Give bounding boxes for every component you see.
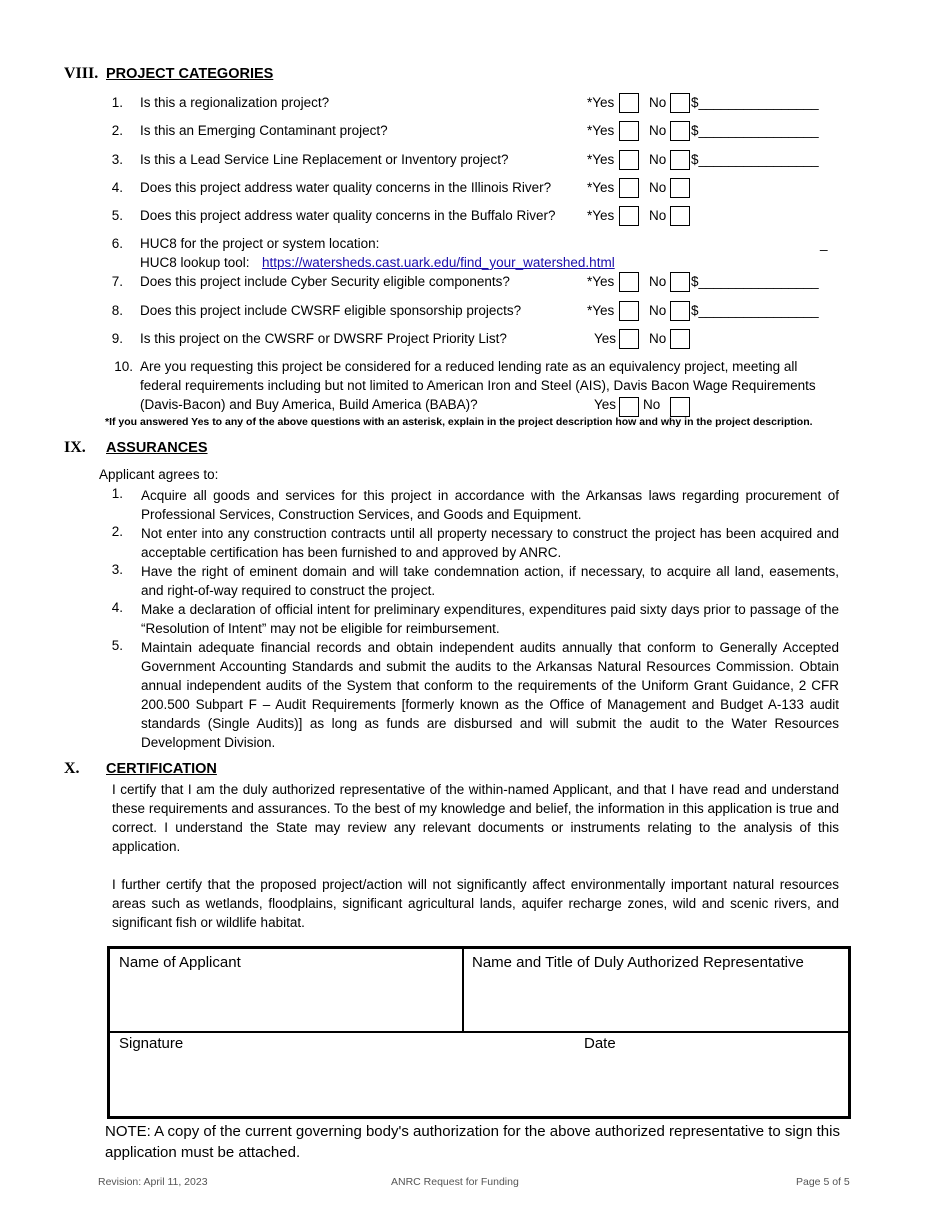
assurances-intro: Applicant agrees to: [99, 467, 219, 482]
signature-field[interactable] [114, 1057, 574, 1115]
no-checkbox[interactable] [670, 150, 690, 170]
question-text: Is this project on the CWSRF or DWSRF Project Priority List? [140, 331, 507, 346]
section-9-title: ASSURANCES [106, 440, 208, 456]
amount-field[interactable]: $________________ [691, 274, 819, 289]
question-number: 9. [111, 331, 123, 346]
question-number: 1. [111, 95, 123, 110]
yes-checkbox[interactable] [619, 329, 639, 349]
date-label: Date [584, 1035, 616, 1052]
yes-checkbox[interactable] [619, 178, 639, 198]
no-checkbox[interactable] [670, 397, 690, 417]
no-label: No [649, 208, 667, 223]
applicant-name-field[interactable] [114, 977, 458, 1027]
no-checkbox[interactable] [670, 93, 690, 113]
question-number: 5. [111, 208, 123, 223]
no-checkbox[interactable] [670, 178, 690, 198]
certification-paragraph-2: I further certify that the proposed project/action will not significantly affect environmentally important natural resources areas such as wetlands, floodplains, significant agricultural lands, aquifer recharge zones, wild and scenic rivers, and significant fish or wildlife habitat. [112, 877, 839, 930]
question-text: Does this project address water quality concerns in the Buffalo River? [140, 208, 556, 223]
no-label: No [649, 274, 667, 289]
yes-label: Yes [594, 331, 617, 346]
no-label: No [649, 95, 667, 110]
question-number: 6. [111, 236, 123, 251]
section-8-title: PROJECT CATEGORIES [106, 66, 274, 82]
question-number: 8. [111, 303, 123, 318]
footer-page-number: Page 5 of 5 [796, 1176, 850, 1188]
representative-label: Name and Title of Duly Authorized Representative [472, 954, 804, 971]
question-number: 10. [114, 359, 133, 374]
no-checkbox[interactable] [670, 272, 690, 292]
question-text: Is this a Lead Service Line Replacement or Inventory project? [140, 152, 509, 167]
certification-paragraph-1: I certify that I am the duly authorized representative of the within-named Applicant, and that I have read and understand these requirements and assurances. To the best of my knowledge and belief, the information in this application is true and correct. I understand the State may review any relevant documents or instruments relating to the analysis of this application. [112, 782, 839, 854]
amount-field[interactable]: $________________ [691, 152, 819, 167]
table-horizontal-divider [110, 1031, 848, 1033]
no-label: No [649, 331, 667, 346]
question-number: 4. [111, 180, 123, 195]
yes-checkbox[interactable] [619, 150, 639, 170]
amount-field[interactable]: $________________ [691, 123, 819, 138]
amount-field[interactable]: $________________ [691, 95, 819, 110]
yes-checkbox[interactable] [619, 93, 639, 113]
question-text: Is this an Emerging Contaminant project? [140, 123, 388, 138]
yes-label: *Yes [587, 208, 615, 223]
yes-checkbox[interactable] [619, 397, 639, 417]
authorization-note: NOTE: A copy of the current governing body's authorization for the above authorized representative to sign this application must be attached. [105, 1123, 840, 1161]
representative-field[interactable] [468, 977, 846, 1027]
assurance-text: Maintain adequate financial records and obtain independent audits annually that conform to Generally Accepted Government Accounting Standards and submit the audits to the Arkansas Natural Resources Commission. Obtain annual independent audits of the System that conform to the requirements of the Uniform Grant Guidance, 2 CFR 200.500 Subpart F – Audit Requirements [formerly known as the Office of Management and Budget A-133 audit standards (Single Audits)] as long as funds are disbursed and will submit the audit to the Water Resources Development Division. [141, 640, 839, 750]
assurance-number: 3. [111, 562, 123, 577]
signature-label: Signature [119, 1035, 184, 1052]
assurance-number: 4. [111, 600, 123, 615]
question-text-line-1: Are you requesting this project be considered for a reduced lending rate as an equivalency project, meeting all [140, 359, 798, 374]
question-number: 2. [111, 123, 123, 138]
yes-label: *Yes [587, 123, 615, 138]
section-10-number: X. [64, 760, 80, 777]
yes-checkbox[interactable] [619, 301, 639, 321]
no-label: No [649, 180, 667, 195]
assurance-number: 1. [111, 486, 123, 501]
question-number: 7. [111, 274, 123, 289]
yes-label: *Yes [587, 274, 615, 289]
yes-checkbox[interactable] [619, 206, 639, 226]
yes-label: *Yes [587, 180, 615, 195]
signature-table [107, 946, 851, 1119]
assurance-number: 5. [111, 638, 123, 653]
huc8-lookup-label: HUC8 lookup tool: [140, 255, 250, 270]
yes-label: Yes [594, 397, 617, 412]
assurance-text: Acquire all goods and services for this project in accordance with the Arkansas laws regarding procurement of Professional Services, Construction Services, and Goods and Equipment. [141, 488, 839, 522]
no-label: No [649, 123, 667, 138]
yes-checkbox[interactable] [619, 121, 639, 141]
yes-label: *Yes [587, 152, 615, 167]
footer-title: ANRC Request for Funding [391, 1176, 519, 1188]
huc8-lookup-link[interactable]: https://watersheds.cast.uark.edu/find_your_watershed.html [262, 255, 615, 270]
no-label: No [649, 152, 667, 167]
section-8-number: VIII. [64, 65, 99, 82]
applicant-name-label: Name of Applicant [119, 954, 241, 971]
section-10-title: CERTIFICATION [106, 761, 217, 777]
date-field[interactable] [580, 1057, 846, 1115]
yes-checkbox[interactable] [619, 272, 639, 292]
question-text-line-2: federal requirements including but not limited to American Iron and Steel (AIS), Davis Bacon Wage Requirements [140, 378, 816, 393]
no-label: No [643, 397, 661, 412]
question-text: Is this a regionalization project? [140, 95, 330, 110]
footer-revision: Revision: April 11, 2023 [98, 1176, 208, 1188]
assurance-text: Make a declaration of official intent for preliminary expenditures, expenditures paid sixty days prior to passage of the “Resolution of Intent” may not be eligible for reimbursement. [141, 602, 839, 636]
assurance-text: Not enter into any construction contracts until all property necessary to construct the project has been acquired and acceptable certification has been furnished to and approved by ANRC. [141, 526, 839, 560]
no-checkbox[interactable] [670, 301, 690, 321]
no-checkbox[interactable] [670, 121, 690, 141]
asterisk-note: *If you answered Yes to any of the above questions with an asterisk, explain in the project description how and why in the project description. [105, 416, 813, 428]
no-label: No [649, 303, 667, 318]
assurance-text: Have the right of eminent domain and will take condemnation action, if necessary, to acquire all land, easements, and right-of-way required to construct the project. [141, 564, 839, 598]
amount-field[interactable]: $________________ [691, 303, 819, 318]
no-checkbox[interactable] [670, 206, 690, 226]
question-text: Does this project include CWSRF eligible sponsorship projects? [140, 303, 522, 318]
huc8-blank-field[interactable]: _ [820, 236, 828, 251]
question-number: 3. [111, 152, 123, 167]
question-text: Does this project include Cyber Security eligible components? [140, 274, 510, 289]
question-text: Does this project address water quality concerns in the Illinois River? [140, 180, 552, 195]
no-checkbox[interactable] [670, 329, 690, 349]
yes-label: *Yes [587, 303, 615, 318]
question-text-line-3: (Davis-Bacon) and Buy America, Build America (BABA)? [140, 397, 478, 412]
yes-label: *Yes [587, 95, 615, 110]
question-text: HUC8 for the project or system location: [140, 236, 380, 251]
table-vertical-divider [462, 949, 464, 1031]
assurance-number: 2. [111, 524, 123, 539]
section-9-number: IX. [64, 439, 86, 456]
